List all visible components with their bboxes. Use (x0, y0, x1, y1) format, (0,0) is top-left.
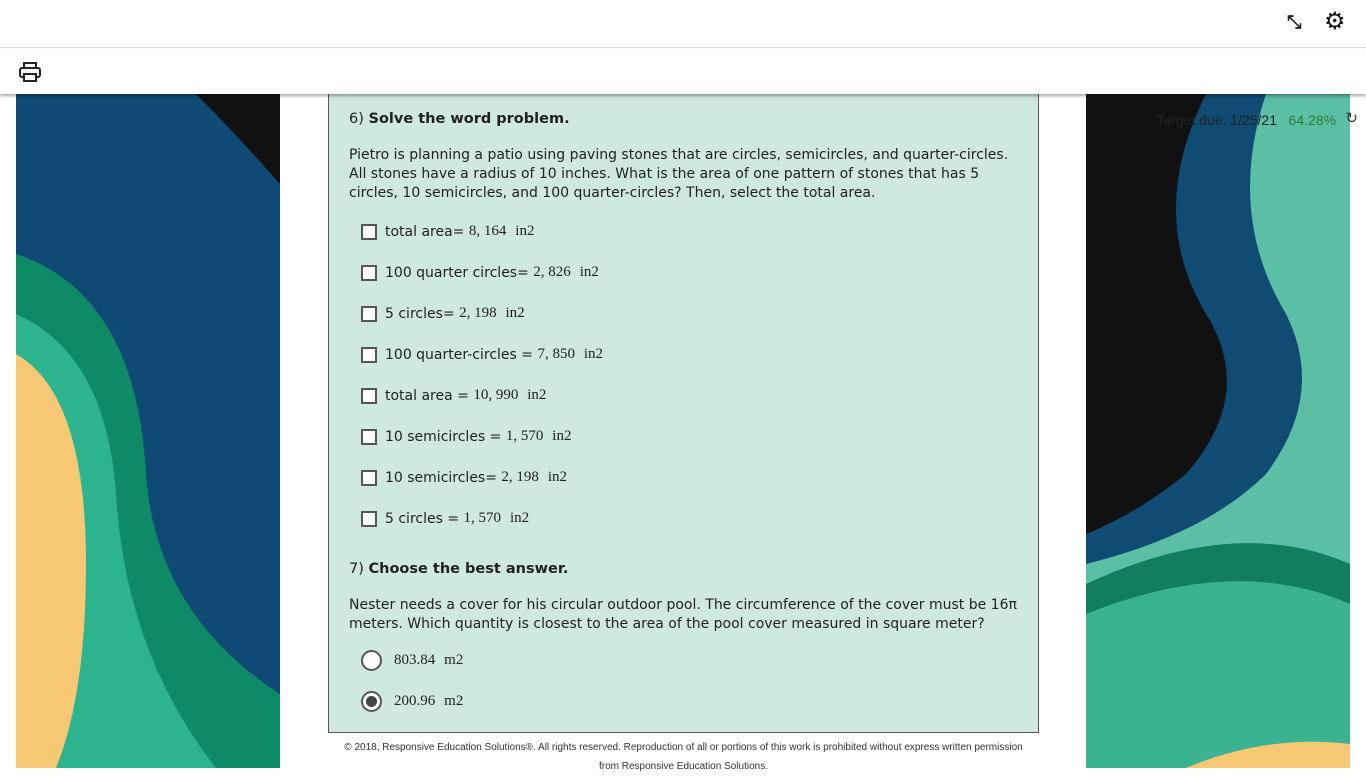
collapse-icon[interactable]: ⤡ (1287, 12, 1302, 32)
gear-icon[interactable]: ⚙ (1324, 8, 1346, 35)
checkbox[interactable] (361, 265, 377, 281)
checkbox[interactable] (361, 306, 377, 322)
checkbox[interactable] (361, 224, 377, 240)
q7-option[interactable]: 200.96 m 2 (349, 681, 1018, 722)
copyright-footer: © 2018, Responsive Education Solutions®. All rights reserved. Reproduction of all or portions of this work is prohibited without express written permission from Responsive Education Solutions. (344, 742, 1023, 772)
q6-heading: 6) Solve the word problem. (349, 111, 570, 127)
checkbox[interactable] (361, 429, 377, 445)
q7-heading: 7) Choose the best answer. (349, 561, 569, 577)
top-bar (0, 0, 1366, 48)
question-panel (328, 94, 1039, 733)
q6-option[interactable]: 5 circles = 1, 570 in 2 (349, 498, 1018, 539)
q6-option[interactable]: 100 quarter-circles = 7, 850 in 2 (349, 334, 1018, 375)
checkbox[interactable] (361, 511, 377, 527)
q6-text: Pietro is planning a patio using paving stones that are circles, semicircles, and quarter-circles. All stones have a radius of 10 inches. What is the area of one pattern of stones that has 5 circles, 10 semicircles, and 100 quarter-circles? Then, select the total area. (349, 147, 1009, 201)
checkbox[interactable] (361, 388, 377, 404)
progress-percent: 64.28% (1288, 112, 1336, 128)
reset-icon[interactable]: ↻ (1345, 110, 1358, 127)
q7-option[interactable]: 803.84 m 2 (349, 640, 1018, 681)
right-background-art (1086, 94, 1350, 768)
left-background-art (16, 94, 280, 768)
q7-text: Nester needs a cover for his circular outdoor pool. The circumference of the cover must be 16π meters. Which quantity is closest to the area of the pool cover measured in square meter? (349, 597, 1017, 632)
radio-button[interactable] (361, 691, 382, 712)
q6-option[interactable]: 10 semicircles= 2, 198 in 2 (349, 457, 1018, 498)
target-due: Target due: 1/25/21 (1156, 112, 1277, 128)
radio-button[interactable] (361, 650, 382, 671)
q6-option[interactable]: 5 circles= 2, 198 in 2 (349, 293, 1018, 334)
checkbox[interactable] (361, 470, 377, 486)
print-icon[interactable] (19, 62, 41, 82)
q6-option[interactable]: total area = 10, 990 in 2 (349, 375, 1018, 416)
q6-option[interactable]: 100 quarter circles= 2, 826 in 2 (349, 252, 1018, 293)
q6-option[interactable]: total area= 8, 164 in 2 (349, 211, 1018, 252)
q6-option[interactable]: 10 semicircles = 1, 570 in 2 (349, 416, 1018, 457)
checkbox[interactable] (361, 347, 377, 363)
